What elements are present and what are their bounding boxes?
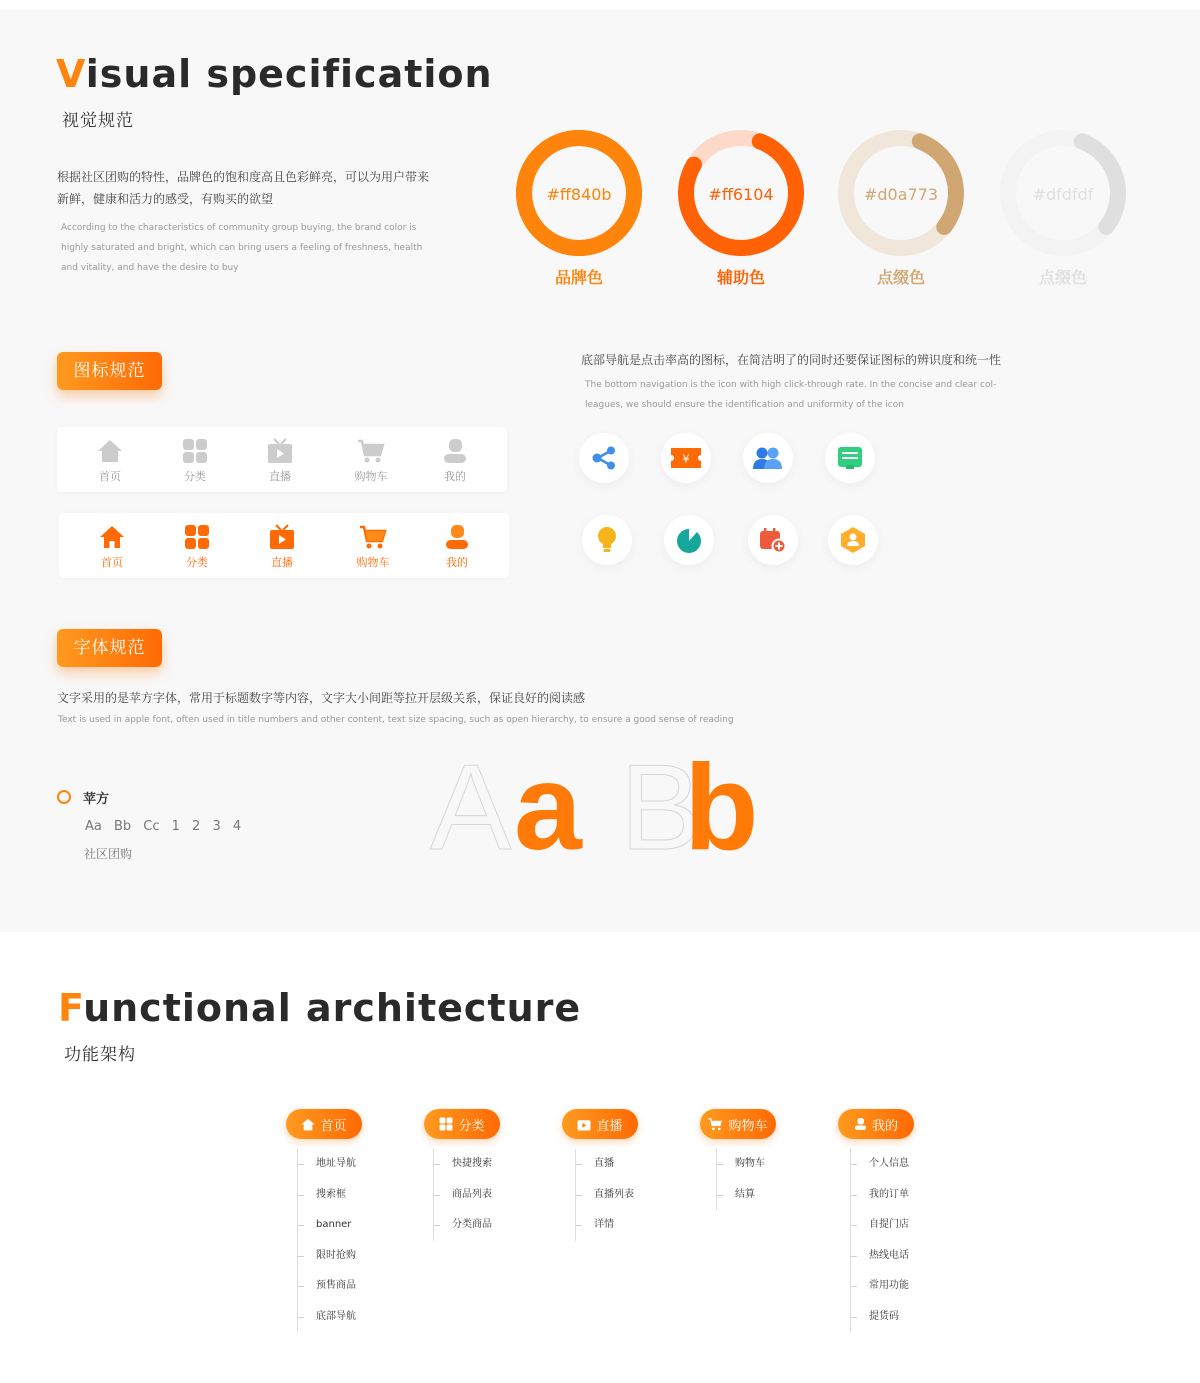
nav-label: 购物车 <box>354 470 388 483</box>
arch-item: 预售商品 <box>298 1271 356 1302</box>
arch-list-category <box>433 1149 492 1241</box>
ring-hex-value: #dfdfdf <box>1032 185 1094 204</box>
arch-item: 搜索框 <box>298 1180 356 1211</box>
font-desc-cn: 文字采用的是苹方字体，常用于标题数字等内容，文字大小间距等拉开层级关系，保证良好的阅读感 <box>57 691 586 705</box>
ring-label: 辅助色 <box>716 268 765 287</box>
nav-bar-orange <box>59 513 509 578</box>
arch-item: banner <box>298 1210 356 1241</box>
arch-pill-category <box>424 1109 500 1139</box>
home-icon <box>99 524 125 550</box>
font-bullet <box>57 790 71 804</box>
arch-item: 热线电话 <box>851 1241 909 1272</box>
nav-item-home-gray <box>80 438 140 484</box>
cart-icon <box>357 438 385 464</box>
nav-item-home-orange <box>82 524 142 570</box>
calendar-add-icon <box>748 515 798 565</box>
nav-item-cart-orange <box>343 524 403 570</box>
nav-label: 我的 <box>444 470 466 483</box>
arch-item: 商品列表 <box>434 1180 492 1211</box>
big-outline-B: B <box>620 739 702 875</box>
icon-desc-en-2: leagues, we should ensure the identification and uniformity of the icon <box>585 400 904 410</box>
arch-item: 底部导航 <box>298 1302 356 1333</box>
nav-label: 首页 <box>99 470 121 483</box>
arch-item: 自提门店 <box>851 1210 909 1241</box>
arch-item: 常用功能 <box>851 1271 909 1302</box>
cart-icon <box>359 524 387 550</box>
icon-desc-en-1: The bottom navigation is the icon with high click-through rate. In the concise and clear col- <box>585 380 997 390</box>
nav-item-me-orange <box>427 524 487 570</box>
arch-pill-cart <box>700 1109 776 1139</box>
arch-item: 地址导航 <box>298 1149 356 1180</box>
arch-pill-me <box>838 1109 914 1139</box>
arch-item: 直播 <box>576 1149 634 1180</box>
nav-item-live-gray <box>250 438 310 484</box>
arch-item: 直播列表 <box>576 1180 634 1211</box>
arch-item: 个人信息 <box>851 1149 909 1180</box>
bulb-icon <box>582 515 632 565</box>
color-ring-1 <box>677 129 805 297</box>
arch-pill-label: 直播 <box>596 1118 623 1134</box>
arch-item: 提货码 <box>851 1302 909 1333</box>
tv-icon <box>267 438 293 464</box>
font-desc-en: Text is used in apple font, often used in title numbers and other content, text size spacing, such as open hierarchy, to ensure a good sense of reading <box>58 715 734 725</box>
color-ring-2 <box>837 129 965 297</box>
nav-item-category-gray <box>165 438 225 484</box>
user-icon <box>854 1117 867 1131</box>
brand-desc-en: According to the characteristics of community group buying, the brand color is highly saturated and bright, which can bring users a feeling of freshness, health and vitality, and have the desire to buy <box>61 223 423 273</box>
font-name: 苹方 <box>83 792 110 807</box>
nav-item-live-orange <box>252 524 312 570</box>
arch-item: 限时抢购 <box>298 1241 356 1272</box>
nav-item-me-gray <box>425 438 485 484</box>
ring-label: 点缀色 <box>1038 268 1087 287</box>
grid-icon <box>184 524 210 550</box>
user-icon <box>442 438 468 464</box>
ring-label: 点缀色 <box>876 268 925 287</box>
arch-list-cart <box>716 1149 765 1210</box>
cart-icon <box>708 1117 723 1131</box>
nav-label: 分类 <box>186 556 208 569</box>
nav-item-cart-gray <box>341 438 401 484</box>
big-letter-showcase <box>430 739 770 876</box>
title-rest: unctional architecture <box>83 986 582 1030</box>
font-spec-pill: 字体规范 <box>57 629 162 667</box>
arch-item: 我的订单 <box>851 1180 909 1211</box>
color-ring-0 <box>515 129 643 297</box>
share-icon <box>579 433 629 483</box>
nav-label: 购物车 <box>356 556 390 569</box>
arch-item: 购物车 <box>717 1149 765 1180</box>
font-sample-cn: 社区团购 <box>84 847 133 861</box>
nav-label: 分类 <box>184 470 206 483</box>
nav-label: 首页 <box>101 556 123 569</box>
arch-pill-label: 我的 <box>871 1118 898 1134</box>
tv-icon <box>577 1117 591 1131</box>
arch-list-me <box>850 1149 909 1332</box>
arch-list-home <box>297 1149 356 1332</box>
nav-bar-gray <box>57 427 507 492</box>
nav-label: 直播 <box>269 470 291 483</box>
home-icon <box>301 1118 315 1131</box>
group-icon <box>743 433 793 483</box>
arch-item: 快捷搜索 <box>434 1149 492 1180</box>
user-icon <box>444 524 470 550</box>
visual-spec-title <box>56 52 493 96</box>
arch-pill-label: 分类 <box>458 1118 485 1134</box>
title-rest: isual specification <box>85 52 493 96</box>
functional-title <box>58 986 581 1030</box>
coupon-icon <box>661 433 711 483</box>
arch-item: 分类商品 <box>434 1210 492 1241</box>
big-fill-b: b <box>684 739 759 875</box>
grid-icon <box>182 438 208 464</box>
icon-desc-cn: 底部导航是点击率高的图标，在简洁明了的同时还要保证图标的辨识度和统一性 <box>581 353 1002 367</box>
ring-label: 品牌色 <box>554 268 603 287</box>
hexagon-user-icon <box>828 515 878 565</box>
home-icon <box>97 438 123 464</box>
ring-hex-value: #d0a773 <box>863 185 939 204</box>
nav-label: 我的 <box>446 556 468 569</box>
arch-pill-label: 购物车 <box>728 1118 768 1134</box>
arch-item: 结算 <box>717 1180 765 1211</box>
nav-label: 直播 <box>271 556 293 569</box>
title-first-letter: V <box>56 52 86 96</box>
big-outline-A: A <box>430 739 512 875</box>
card-icon <box>825 433 875 483</box>
brand-desc-cn: 根据社区团购的特性，品牌色的饱和度高且色彩鲜亮，可以为用户带来新鲜，健康和活力的感受，有购买的欲望 <box>57 170 430 206</box>
icon-spec-pill: 图标规范 <box>57 352 162 390</box>
tv-icon <box>269 524 295 550</box>
ring-hex-value: #ff840b <box>546 185 612 204</box>
arch-pill-home <box>286 1109 362 1139</box>
timer-icon <box>664 515 714 565</box>
functional-subtitle: 功能架构 <box>64 1045 136 1065</box>
color-ring-3 <box>999 129 1127 297</box>
nav-item-category-orange <box>167 524 227 570</box>
arch-pill-label: 首页 <box>320 1118 347 1134</box>
svg-text:¥: ¥ <box>682 452 690 466</box>
grid-icon <box>439 1117 453 1131</box>
arch-item: 详情 <box>576 1210 634 1241</box>
visual-spec-subtitle: 视觉规范 <box>62 111 134 131</box>
font-sample-row: Aa Bb Cc 1 2 3 4 <box>85 819 242 834</box>
big-fill-a: a <box>514 739 582 875</box>
arch-list-live <box>575 1149 634 1241</box>
arch-pill-live <box>562 1109 638 1139</box>
title-first-letter: F <box>58 986 84 1030</box>
ring-hex-value: #ff6104 <box>708 185 774 204</box>
